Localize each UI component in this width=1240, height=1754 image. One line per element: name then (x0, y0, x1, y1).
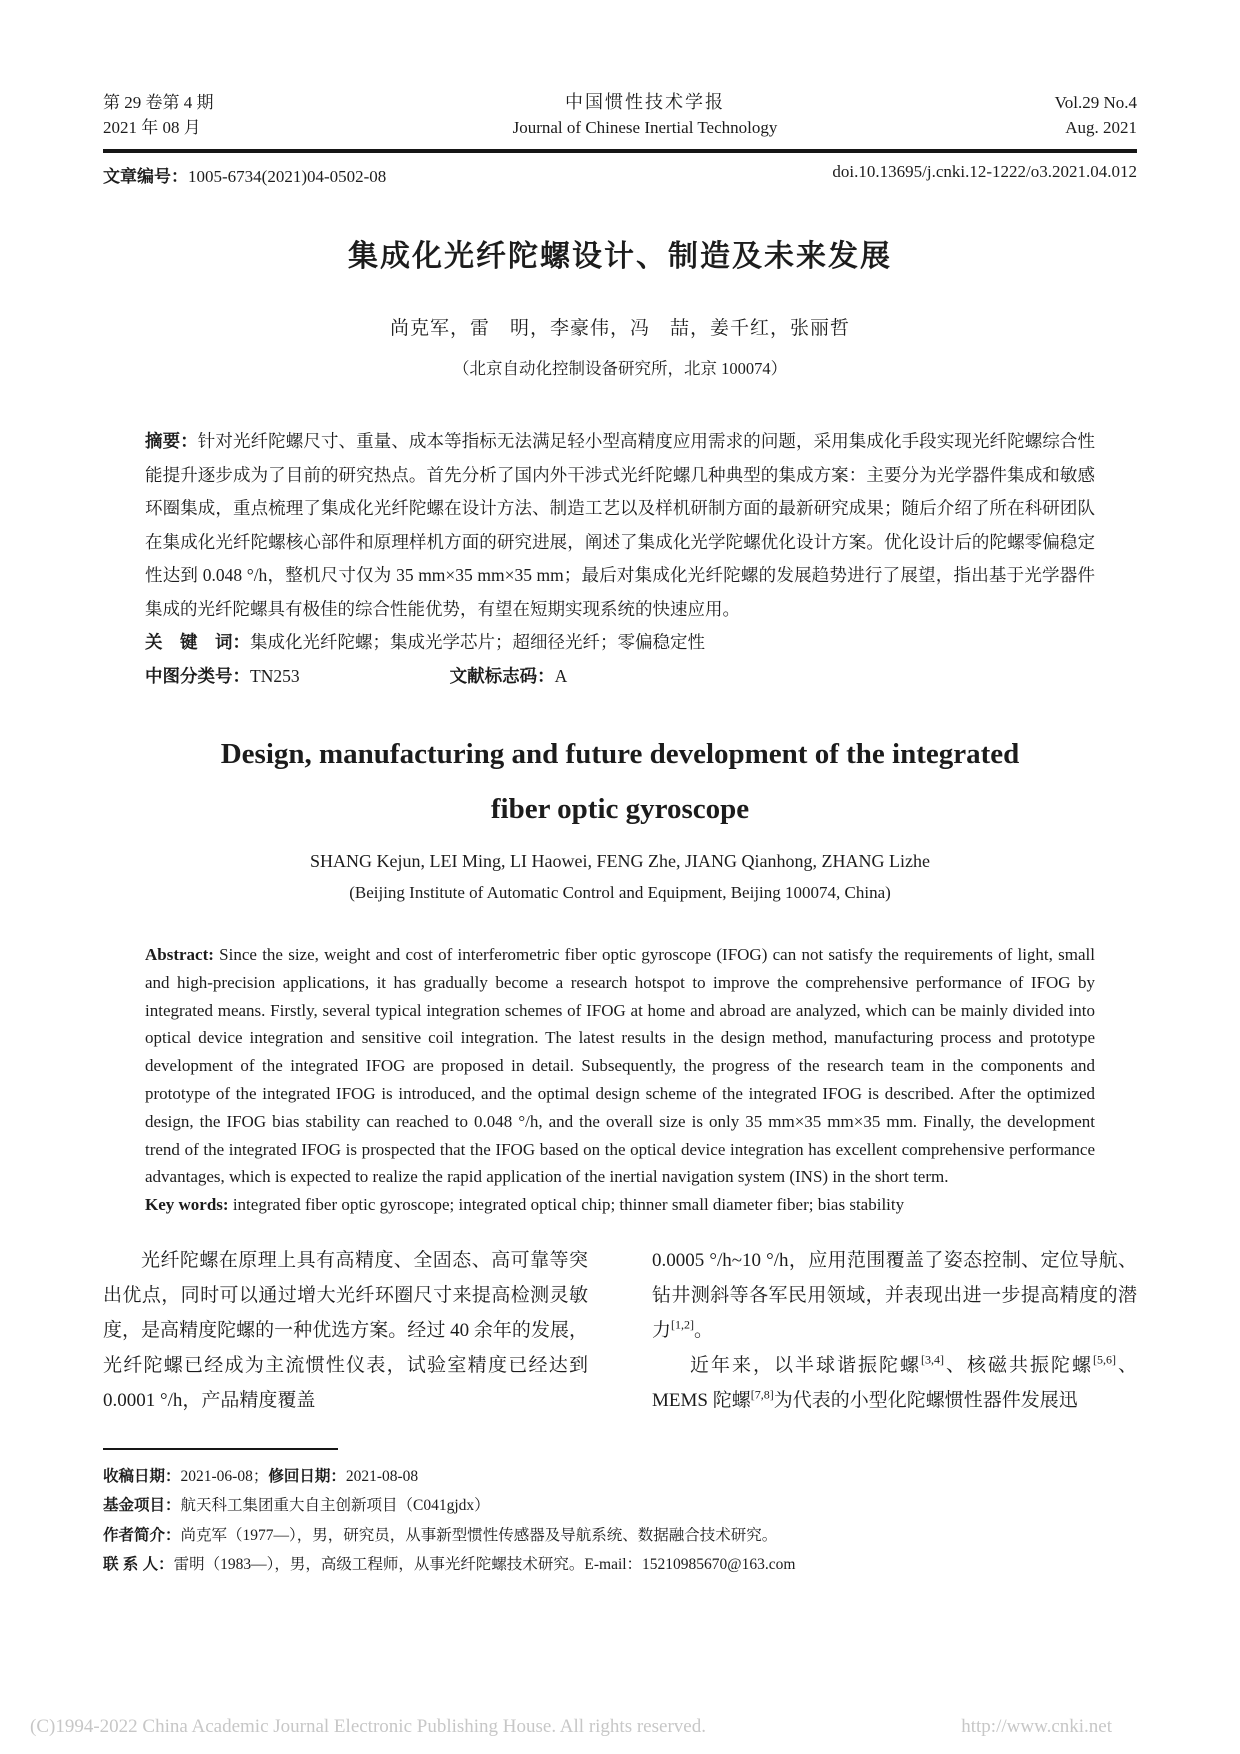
abstract-label-cn: 摘要： (145, 431, 198, 451)
reference-marker: [1,2] (671, 1317, 695, 1332)
clc-row (145, 660, 1095, 694)
doi: doi.10.13695/j.cnki.12-1222/o3.2021.04.012 (832, 162, 1137, 181)
body-text: 、MEMS 陀螺 (652, 1354, 1137, 1411)
abstract-text-cn: 针对光纤陀螺尺寸、重量、成本等指标无法满足轻小型高精度应用需求的问题，采用集成化手段实现光纤陀螺综合性能提升逐步成为了目前的研究热点。首先分析了国内外干涉式光纤陀螺几种典型的集成方案：主要分为光学器件集成和敏感环圈集成，重点梳理了集成化光纤陀螺在设计方法、制造工艺以及样机研制方面的最新研究成果；随后介绍了所在科研团队在集成化光纤陀螺核心部件和原理样机方面的研究进展，阐述了集成化光学陀螺优化设计方案。优化设计后的陀螺零偏稳定性达到 0.048 °/h，整机尺寸仅为 35 mm×35 mm×35 mm；最后对集成化光纤陀螺的发展趋势进行了展望，指出基于光学器件集成的光纤陀螺具有极佳的综合性能优势，有望在短期实现系统的快速应用。 (145, 431, 1096, 619)
body-text: 、核磁共振陀螺 (943, 1354, 1093, 1376)
revised-label: 修回日期： (268, 1467, 346, 1485)
received-label: 收稿日期： (103, 1467, 181, 1485)
title-en-line1: Design, manufacturing and future development of the integrated (220, 738, 1020, 770)
article-id-value: 1005-6734(2021)04-0502-08 (188, 167, 387, 186)
volume-issue-cn: 第 29 卷第 4 期 (103, 93, 214, 112)
article-id-row (103, 162, 1137, 187)
article-id (103, 162, 386, 187)
bio-text: 尚克军（1977—），男，研究员，从事新型惯性传感器及导航系统、数据融合技术研究。 (180, 1526, 778, 1544)
header-double-rule (103, 149, 1137, 153)
footnote-rule (103, 1448, 338, 1450)
bio-label: 作者简介： (103, 1526, 181, 1544)
abstract-block-cn (145, 425, 1095, 693)
keywords-label-en: Key words: (145, 1195, 229, 1215)
abstract-cn (145, 425, 1095, 626)
issue-date-cn: 2021 年 08 月 (103, 118, 201, 137)
reference-marker: [5,6] (1092, 1352, 1116, 1367)
contact-label: 联 系 人： (103, 1556, 174, 1574)
watermark-url: http://www.cnki.net (961, 1716, 1112, 1737)
clc-number (145, 660, 300, 694)
footnote-received (103, 1462, 1137, 1492)
authors-en: SHANG Kejun, LEI Ming, LI Haowei, FENG Zhe, JIANG Qianhong, ZHANG Lizhe (310, 851, 930, 871)
title-en-line2: fiber optic gyroscope (490, 793, 750, 825)
body-columns (103, 1243, 1137, 1418)
keywords-cn (145, 626, 1095, 660)
body-right-column (652, 1243, 1137, 1418)
keywords-text-en: integrated fiber optic gyroscope; integrated optical chip; thinner small diameter fiber; bias stability (232, 1195, 905, 1215)
reference-marker: [7,8] (750, 1387, 774, 1402)
body-text: 为代表的小型化陀螺惯性器件发展迅 (773, 1389, 1078, 1411)
authors-cn: 尚克军，雷 明，李豪伟，冯 喆，姜千红，张丽哲 (389, 318, 850, 339)
journal-title-en: Journal of Chinese Inertial Technology (512, 118, 778, 137)
article-id-label: 文章编号： (103, 167, 188, 186)
body-paragraph: 光纤陀螺在原理上具有高精度、全固态、高可靠等突出优点，同时可以通过增大光纤环圈尺寸来提高检测灵敏度，是高精度陀螺的一种优选方案。经过 40 余年的发展，光纤陀螺已经成为主流惯性仪表，试验室精度已经达到 0.0001 °/h，产品精度覆盖 (103, 1249, 588, 1411)
journal-title-cn: 中国惯性技术学报 (565, 92, 725, 112)
abstract-en (145, 941, 1095, 1191)
issue-date-en: Aug. 2021 (1065, 118, 1137, 137)
cnki-watermark (30, 1716, 1112, 1738)
contact-text: 雷明（1983—），男，高级工程师，从事光纤陀螺技术研究。E-mail：15210985670@163.com (173, 1556, 796, 1574)
affiliation-en: (Beijing Institute of Automatic Control and Equipment, Beijing 100074, China) (349, 883, 891, 902)
clc-label: 中图分类号： (145, 665, 250, 686)
body-text: 。 (694, 1319, 714, 1341)
body-paragraph (652, 1243, 1137, 1348)
doc-code-value: A (554, 665, 568, 686)
revised-date: 2021-08-08 (345, 1467, 419, 1485)
keywords-en (145, 1191, 1095, 1219)
doc-code-label: 文献标志码： (449, 665, 555, 686)
body-left-column (103, 1243, 588, 1418)
body-text: 0.0005 °/h~10 °/h，应用范围覆盖了姿态控制、定位导航、钻井测斜等各军民用领域，并表现出进一步提高精度的潜力 (652, 1249, 1137, 1341)
footnote-fund (103, 1491, 1137, 1521)
keywords-label-cn: 关 键 词： (145, 632, 250, 652)
body-text: 近年来，以半球谐振陀螺 (690, 1354, 921, 1376)
fund-label: 基金项目： (103, 1497, 181, 1515)
keywords-text-cn: 集成化光纤陀螺；集成光学芯片；超细径光纤；零偏稳定性 (250, 632, 705, 652)
journal-header (103, 90, 1137, 140)
abstract-label-en: Abstract: (145, 945, 214, 964)
watermark-copyright: (C)1994-2022 China Academic Journal Electronic Publishing House. All rights reserved. (30, 1716, 706, 1737)
abstract-text-en: Since the size, weight and cost of interferometric fiber optic gyroscope (IFOG) can not satisfy the requirements of light, small and high-precision applications, it has gradually become a research hotspot to improve the comprehensive performance of IFOG by integrated means. Firstly, several typical integration schemes of IFOG at home and abroad are analyzed, which can be mainly divided into optical device integration and sensitive coil integration. The latest results in the design method, manufacturing process and prototype development of the integrated IFOG are proposed in detail. Subsequently, the progress of the research team in the components and prototype of the integrated IFOG is introduced, and the optimal design scheme of the integrated IFOG is described. After the optimized design, the IFOG bias stability can reached to 0.048 °/h, and the overall size is only 35 mm×35 mm×35 mm. Finally, the development trend of the integrated IFOG is prospected that the IFOG based on the optical device integration has excellent comprehensive performance advantages, which is expected to realize the rapid application of the inertial navigation system (INS) in the short term. (145, 945, 1095, 1187)
abstract-block-en (145, 941, 1095, 1219)
doc-code (450, 660, 568, 694)
clc-value: TN253 (250, 665, 300, 686)
footnote-bio (103, 1521, 1137, 1551)
body-paragraph (652, 1348, 1137, 1418)
reference-marker: [3,4] (920, 1352, 944, 1367)
footnote-block (103, 1448, 1137, 1580)
paper-title-cn: 集成化光纤陀螺设计、制造及未来发展 (348, 240, 892, 273)
received-date: 2021-06-08； (180, 1467, 269, 1485)
affiliation-cn: （北京自动化控制设备研究所，北京 100074） (452, 359, 788, 378)
paper-title-en (103, 727, 1137, 837)
footnote-contact (103, 1550, 1137, 1580)
fund-text: 航天科工集团重大自主创新项目（C041gjdx） (180, 1497, 490, 1515)
volume-issue-en: Vol.29 No.4 (1054, 93, 1137, 112)
